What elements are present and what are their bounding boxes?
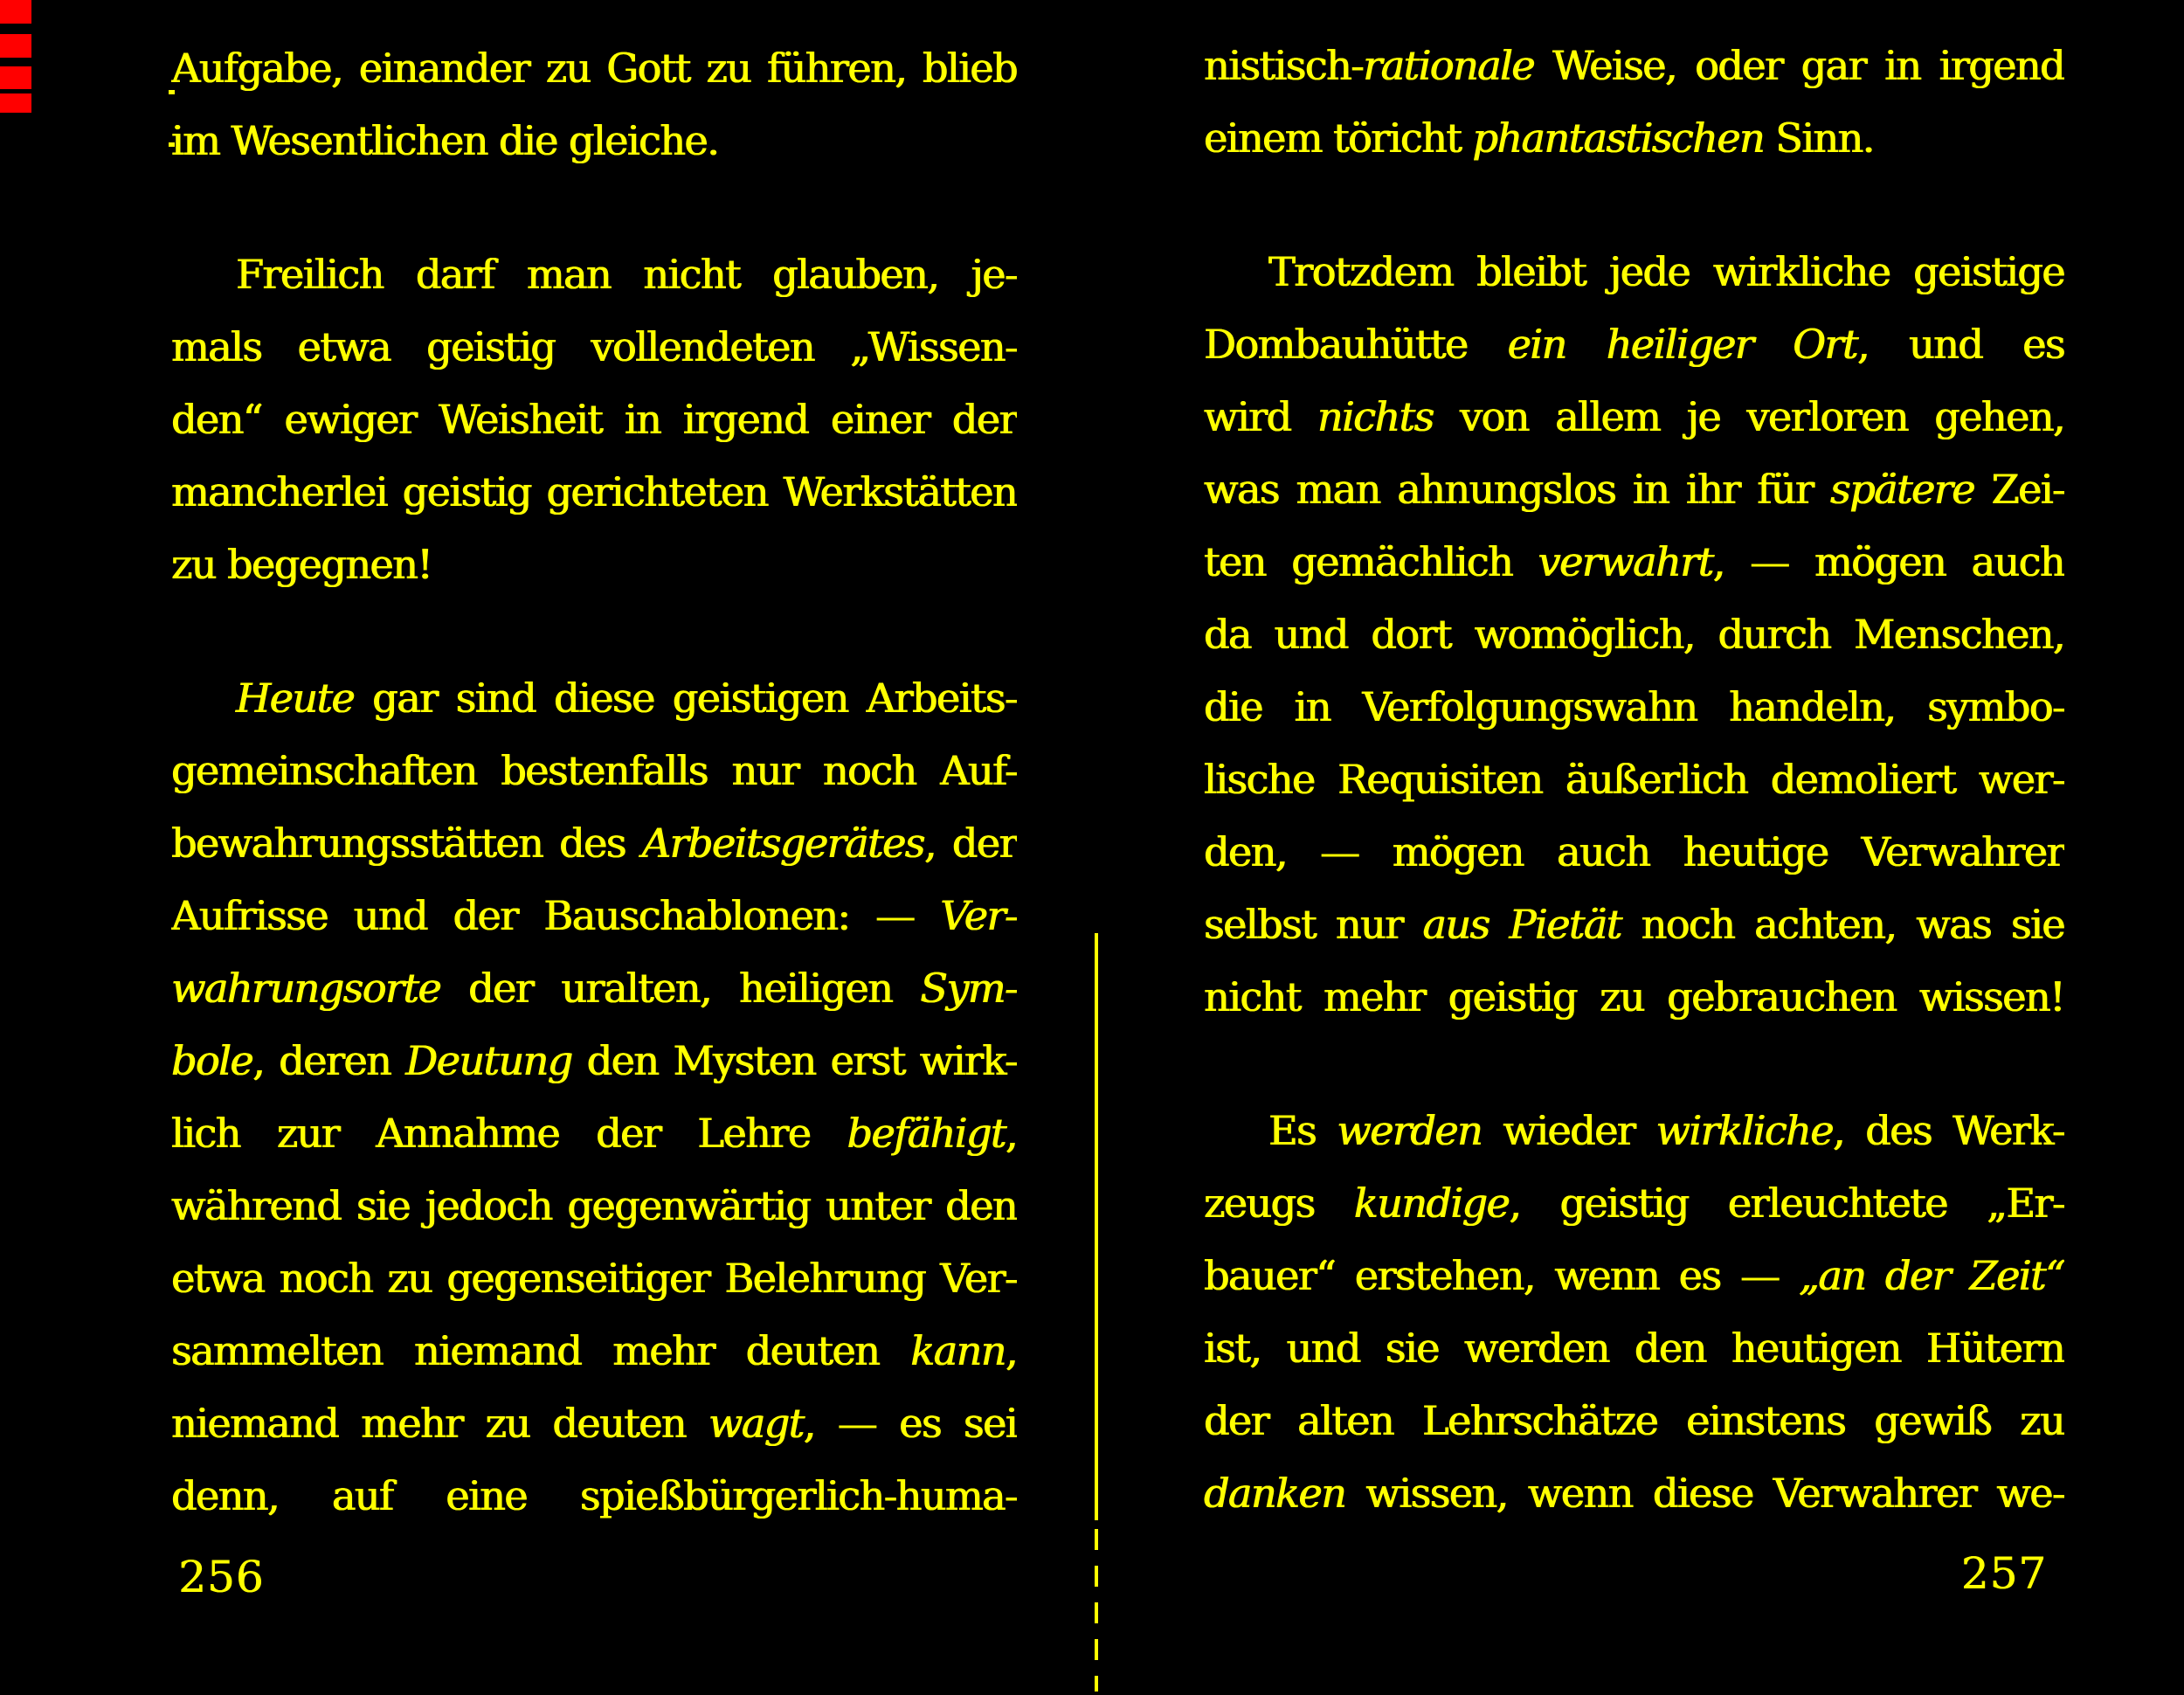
text-line: was man ahnungslos in ihr für spätere Zei- — [1204, 466, 2064, 513]
text-line: den, — mögen auch heutige Verwahrer — [1204, 828, 2064, 875]
text-line: mancherlei geistig gerichteten Werkstätten — [171, 468, 1017, 515]
text-line: den“ ewiger Weisheit in irgend einer der — [171, 396, 1017, 443]
text-line: bole, deren Deutung den Mysten erst wirk- — [171, 1037, 1017, 1084]
red-edge-mark — [0, 34, 31, 58]
text-line: wird nichts von allem je verloren gehen, — [1204, 393, 2064, 440]
text-line: Dombauhütte ein heiliger Ort, und es — [1204, 321, 2064, 368]
text-line: einem töricht phantastischen Sinn. — [1204, 114, 1874, 162]
text-line: Freilich darf man nicht glauben, je- — [236, 251, 1017, 298]
text-line: Es werden wieder wirkliche, des Werk- — [1268, 1107, 2064, 1154]
text-line: zu begegnen! — [171, 541, 432, 588]
gutter-divider-line-dashed — [1095, 1529, 1098, 1692]
text-line: Aufrisse und der Bauschablonen: — Ver- — [171, 892, 1017, 939]
text-line: die in Verfolgungswahn handeln, symbo- — [1204, 683, 2064, 730]
text-line: zeugs kundige, geistig erleuchtete „Er- — [1204, 1180, 2064, 1227]
paragraph — [1204, 1095, 2064, 1530]
text-line: bewahrungsstätten des Arbeitsgerätes, der — [171, 820, 1017, 867]
page-right — [1204, 0, 2064, 1695]
paragraph — [171, 239, 1017, 601]
text-line: nicht mehr geistig zu gebrauchen wissen! — [1204, 973, 2064, 1020]
gutter-divider-line — [1095, 933, 1098, 1520]
page-left — [171, 0, 1017, 1695]
paragraph — [171, 662, 1017, 1532]
text-line: ist, und sie werden den heutigen Hütern — [1204, 1325, 2064, 1372]
text-line: da und dort womöglich, durch Menschen, — [1204, 611, 2064, 658]
page-right-text — [1204, 30, 2064, 1591]
text-line: ten gemächlich verwahrt, — mögen auch — [1204, 538, 2064, 585]
red-edge-mark — [0, 0, 31, 24]
text-line: denn, auf eine spießbürgerlich-huma- — [171, 1472, 1017, 1519]
paragraph — [171, 32, 1017, 177]
red-edge-mark — [0, 66, 31, 89]
text-line: sammelten niemand mehr deuten kann, — [171, 1327, 1017, 1374]
text-line: mals etwa geistig vollendeten „Wissen- — [171, 323, 1017, 370]
paragraph — [1204, 30, 2064, 175]
page-left-text — [171, 32, 1017, 1594]
text-line: selbst nur aus Pietät noch achten, was sie — [1204, 901, 2064, 948]
text-line: Trotzdem bleibt jede wirkliche geistige — [1268, 248, 2064, 295]
text-line: im Wesentlichen die gleiche. — [171, 117, 719, 164]
text-line: lische Requisiten äußerlich demoliert wer- — [1204, 756, 2064, 803]
text-line: Heute gar sind diese geistigen Arbeits- — [236, 675, 1017, 722]
red-edge-mark — [0, 93, 31, 113]
text-line: gemeinschaften bestenfalls nur noch Auf- — [171, 747, 1017, 794]
text-line: etwa noch zu gegenseitiger Belehrung Ver- — [171, 1255, 1017, 1302]
text-line: wahrungsorte der uralten, heiligen Sym- — [171, 965, 1017, 1012]
text-line: während sie jedoch gegenwärtig unter den — [171, 1182, 1017, 1229]
text-line: der alten Lehrschätze einstens gewiß zu — [1204, 1397, 2064, 1444]
text-line: Aufgabe, einander zu Gott zu führen, blieb — [171, 45, 1017, 92]
text-line: danken wissen, wenn diese Verwahrer we- — [1204, 1470, 2064, 1517]
text-line: lich zur Annahme der Lehre befähigt, — [171, 1110, 1017, 1157]
text-line: bauer“ erstehen, wenn es — „an der Zeit“ — [1204, 1252, 2064, 1299]
text-line: nistisch-rationale Weise, oder gar in irgend — [1204, 42, 2064, 89]
page-number-right: 257 — [1960, 1548, 2047, 1599]
text-line: niemand mehr zu deuten wagt, — es sei — [171, 1400, 1017, 1447]
paragraph — [1204, 236, 2064, 1034]
page-number-left: 256 — [178, 1552, 265, 1602]
